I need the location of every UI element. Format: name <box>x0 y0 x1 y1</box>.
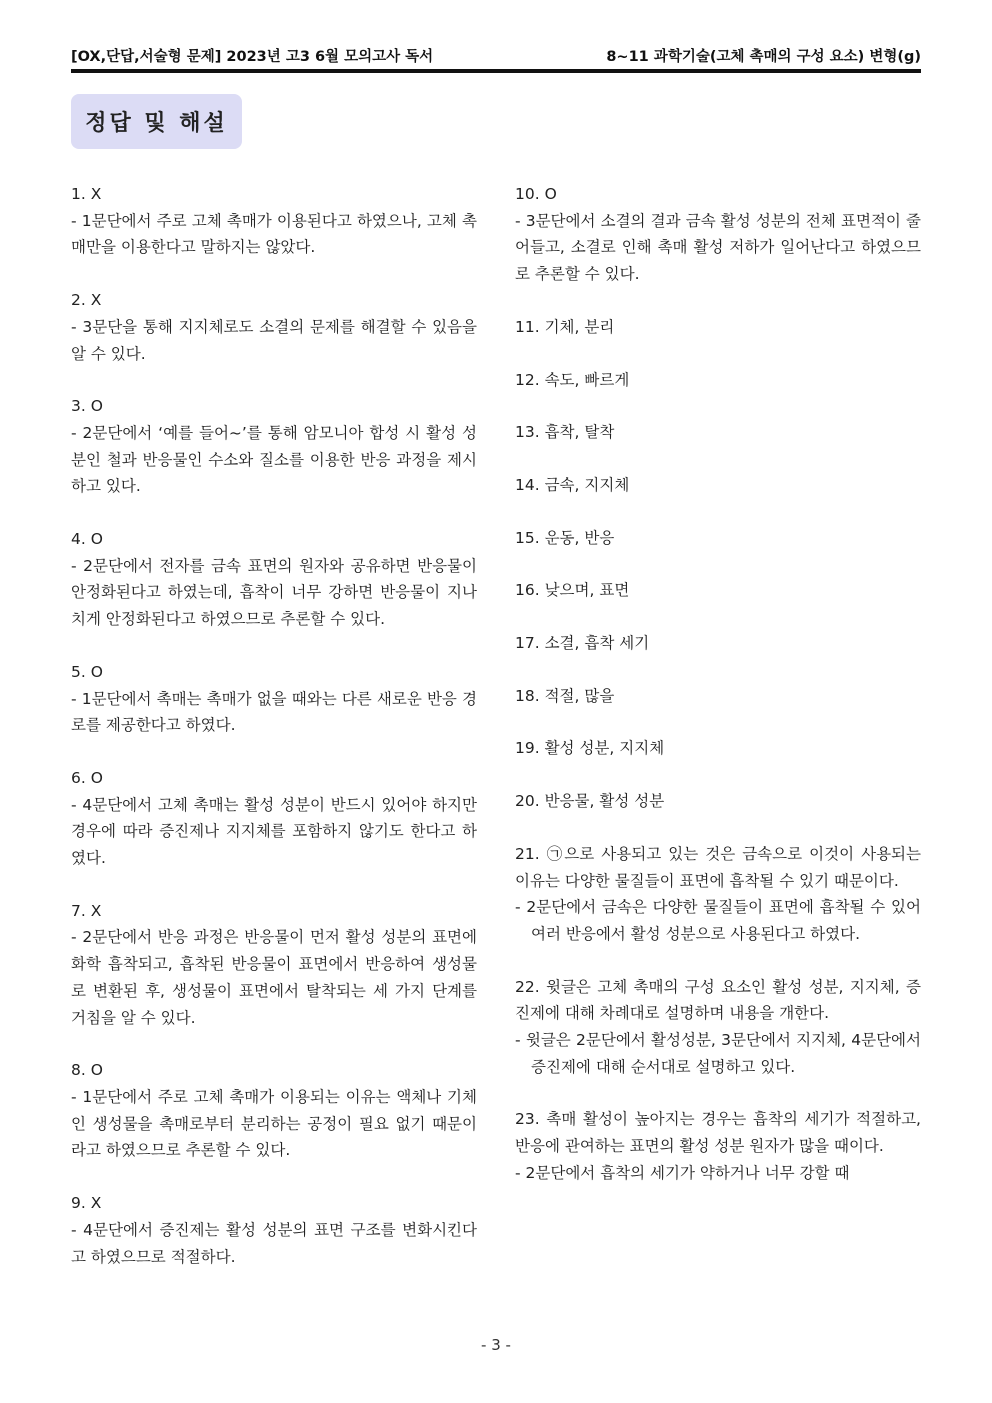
answer-explanation: - 2문단에서 흡착의 세기가 약하거나 너무 강할 때 <box>515 1163 850 1182</box>
answer-item-9 <box>71 1190 477 1270</box>
right-column <box>515 181 921 1187</box>
answer-number: 3. O <box>71 397 103 416</box>
answer-item-2 <box>71 287 477 367</box>
answer-explanation: - 2문단에서 ‘예를 들어~’를 통해 암모니아 합성 시 활성 성분인 철과 반응물인 수소와 질소를 이용한 반응 과정을 제시하고 있다. <box>71 423 477 496</box>
answer-number: 5. O <box>71 662 103 681</box>
answer-explanation: - 3문단을 통해 지지체로도 소결의 문제를 해결할 수 있음을 알 수 있다. <box>71 317 477 363</box>
answer-number: 18. 적절, 많을 <box>515 686 615 705</box>
answer-explanation: - 1문단에서 주로 고체 촉매가 이용되는 이유는 액체나 기체인 생성물을 촉매로부터 분리하는 공정이 필요 없기 때문이라고 하였으므로 추론할 수 있다. <box>71 1087 477 1160</box>
answer-number: 6. O <box>71 768 103 787</box>
answer-item-15 <box>515 525 921 552</box>
answer-item-17 <box>515 630 921 657</box>
left-column <box>71 181 477 1270</box>
answer-item-19 <box>515 735 921 762</box>
answer-item-8 <box>71 1057 477 1164</box>
answer-item-21 <box>515 841 921 948</box>
answer-explanation: - 2문단에서 반응 과정은 반응물이 먼저 활성 성분의 표면에 화학 흡착되고, 흡착된 반응물이 표면에서 반응하여 생성물로 변환된 후, 생성물이 표면에서 탈착되는 세 가지 단계를 거침을 알 수 있다. <box>71 928 477 1027</box>
answer-item-14 <box>515 472 921 499</box>
answer-number: 23. 촉매 활성이 높아지는 경우는 흡착의 세기가 적절하고, 반응에 관여하는 표면의 활성 성분 원자가 많을 때이다. <box>515 1110 921 1156</box>
header-right-title: 8~11 과학기술(고체 촉매의 구성 요소) 변형(g) <box>606 49 921 65</box>
answer-number: 11. 기체, 분리 <box>515 317 615 336</box>
answer-explanation: - 2문단에서 전자를 금속 표면의 원자와 공유하면 반응물이 안정화된다고 하였는데, 흡착이 너무 강하면 반응물이 지나치게 안정화된다고 하였으므로 추론할 수 있다. <box>71 556 477 629</box>
answer-number: 13. 흡착, 탈착 <box>515 423 615 442</box>
answer-item-3 <box>71 393 477 500</box>
answer-number: 19. 활성 성분, 지지체 <box>515 739 665 758</box>
answer-number: 9. X <box>71 1194 102 1213</box>
answer-item-12 <box>515 367 921 394</box>
answer-number: 22. 윗글은 고체 촉매의 구성 요소인 활성 성분, 지지체, 증진제에 대해 차례대로 설명하며 내용을 개한다. <box>515 977 921 1023</box>
answer-number: 8. O <box>71 1061 103 1080</box>
answer-item-22 <box>515 974 921 1081</box>
answer-item-7 <box>71 898 477 1032</box>
answer-explanation: - 2문단에서 금속은 다양한 물질들이 표면에 흡착될 수 있어 여러 반응에서 활성 성분으로 사용된다고 하였다. <box>515 898 921 943</box>
answer-item-4 <box>71 526 477 633</box>
section-title: 정답 및 해설 <box>71 94 242 149</box>
answer-item-18 <box>515 683 921 710</box>
answer-number: 7. X <box>71 901 102 920</box>
answer-item-10 <box>515 181 921 288</box>
answer-number: 20. 반응물, 활성 성분 <box>515 792 665 811</box>
answer-item-5 <box>71 659 477 739</box>
answer-number: 1. X <box>71 185 102 203</box>
answer-item-11 <box>515 314 921 341</box>
page-header <box>71 43 921 65</box>
answer-explanation: - 윗글은 2문단에서 활성성분, 3문단에서 지지체, 4문단에서 증진제에 대해 순서대로 설명하고 있다. <box>515 1031 921 1076</box>
header-rule <box>71 69 921 73</box>
answer-number: 2. X <box>71 291 102 310</box>
answer-number: 12. 속도, 빠르게 <box>515 370 630 389</box>
answer-item-23 <box>515 1106 921 1186</box>
answer-explanation: - 1문단에서 촉매는 촉매가 없을 때와는 다른 새로운 반응 경로를 제공한다고 하였다. <box>71 689 477 735</box>
answer-number: 21. ㉠으로 사용되고 있는 것은 금속으로 이것이 사용되는 이유는 다양한 물질들이 표면에 흡착될 수 있기 때문이다. <box>515 844 921 890</box>
answer-explanation: - 4문단에서 고체 촉매는 활성 성분이 반드시 있어야 하지만 경우에 따라 증진제나 지지체를 포함하지 않기도 한다고 하였다. <box>71 795 477 868</box>
answer-explanation: - 1문단에서 주로 고체 촉매가 이용된다고 하였으나, 고체 촉매만을 이용한다고 말하지는 않았다. <box>71 211 477 257</box>
answer-item-1 <box>71 181 477 261</box>
answer-number: 17. 소결, 흡착 세기 <box>515 634 650 653</box>
answer-number: 16. 낮으며, 표면 <box>515 581 630 600</box>
answer-number: 15. 운동, 반응 <box>515 528 615 547</box>
answer-explanation: - 3문단에서 소결의 결과 금속 활성 성분의 전체 표면적이 줄어들고, 소결로 인해 촉매 활성 저하가 일어난다고 하였으므로 추론할 수 있다. <box>515 211 921 284</box>
answer-number: 14. 금속, 지지체 <box>515 475 630 494</box>
header-left-title: [OX,단답,서술형 문제] 2023년 고3 6월 모의고사 독서 <box>71 49 434 65</box>
answer-number: 4. O <box>71 530 103 549</box>
answer-item-16 <box>515 577 921 604</box>
page-number: - 3 - <box>481 1336 511 1354</box>
answer-number: 10. O <box>515 185 557 203</box>
answer-item-6 <box>71 765 477 872</box>
answer-item-20 <box>515 788 921 815</box>
answer-item-13 <box>515 419 921 446</box>
answer-explanation: - 4문단에서 증진제는 활성 성분의 표면 구조를 변화시킨다고 하였으므로 적절하다. <box>71 1220 477 1266</box>
